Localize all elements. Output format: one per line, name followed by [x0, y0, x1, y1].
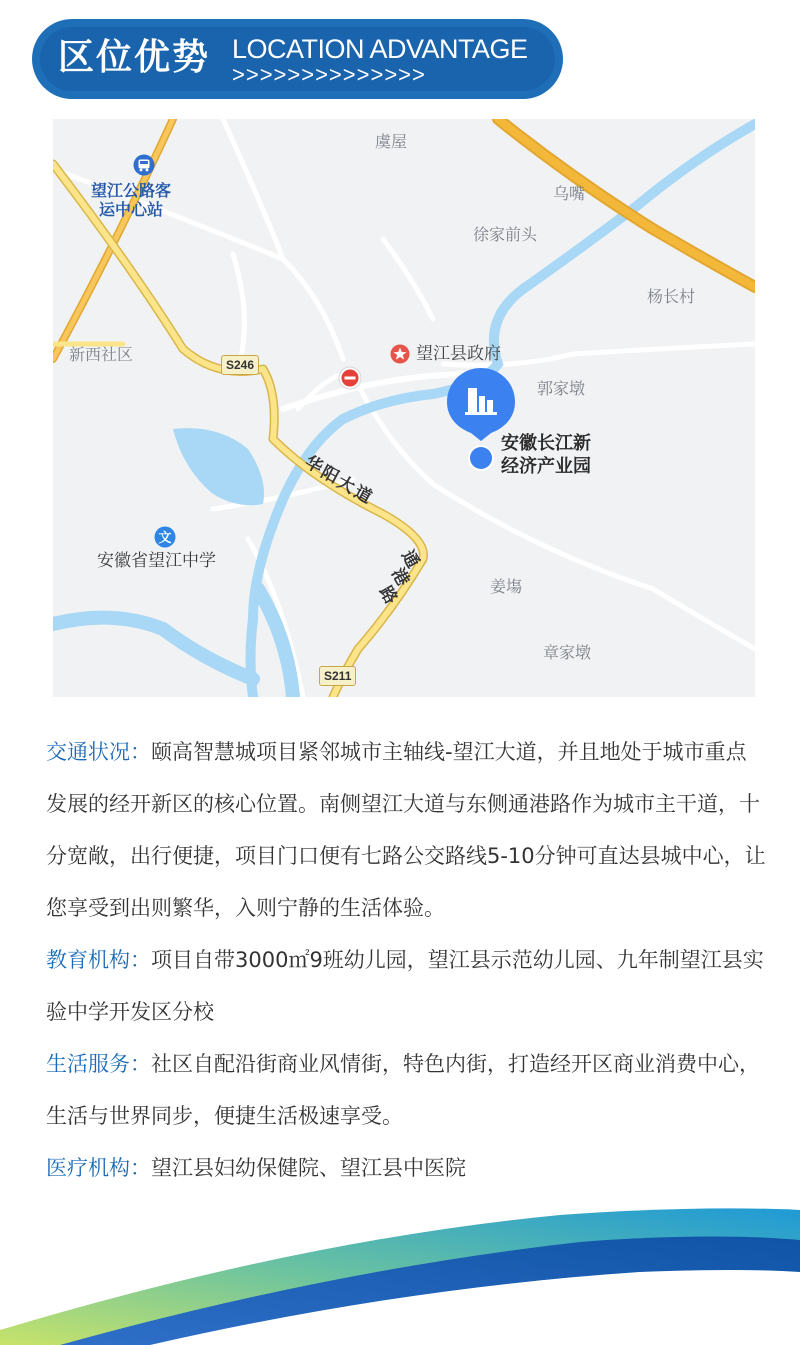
bus-station-label: 望江公路客 运中心站: [91, 181, 172, 220]
education-section: [46, 934, 766, 1038]
section-text: 项目自带3000㎡9班幼儿园，望江县示范幼儿园、九年制望江县实验中学开发区分校: [46, 948, 764, 1024]
traffic-section: [46, 726, 766, 934]
river-channel: [53, 618, 253, 679]
section-key: 交通状况：: [46, 740, 151, 764]
target-label: 安徽长江新 经济产业园: [501, 433, 591, 477]
life-service-section: [46, 1038, 766, 1142]
decorative-wave: [0, 1180, 800, 1345]
minor-road: [233, 254, 244, 369]
section-text: 社区自配沿街商业风情街，特色内街，打造经开区商业消费中心，生活与世界同步，便捷生活极速享受。: [46, 1052, 760, 1128]
place-label: 徐家前头: [473, 225, 538, 244]
place-label: 乌嘴: [553, 184, 586, 203]
school-icon[interactable]: [154, 526, 176, 548]
description-content: [46, 726, 766, 1194]
road-name-char: 道: [350, 482, 375, 508]
section-title-en: LOCATION ADVANTAGE: [232, 34, 528, 64]
expressways: [53, 119, 755, 359]
road-name-char: 通: [397, 546, 423, 572]
road-name-char: 华: [301, 452, 326, 478]
lake: [173, 428, 264, 505]
place-label: 郭家墩: [537, 379, 586, 398]
road-name-char: 路: [375, 582, 401, 608]
bus-icon[interactable]: [133, 154, 155, 176]
place-label: 杨长村: [647, 287, 696, 306]
no-entry-icon: [338, 366, 362, 390]
school-label: 安徽省望江中学: [97, 551, 216, 571]
road-shield-s246: S246: [221, 355, 259, 375]
place-label: 新西社区: [69, 345, 134, 364]
section-title-cn: 区位优势: [58, 37, 211, 78]
road-name-char: 港: [387, 564, 413, 590]
road-name-char: 大: [333, 472, 358, 498]
location-map[interactable]: [53, 119, 755, 697]
place-label: 虞屋: [375, 132, 408, 151]
star-icon[interactable]: [390, 344, 410, 364]
government-label: 望江县政府: [416, 344, 501, 364]
place-label: 章家墩: [543, 643, 592, 662]
arrow-decoration: >>>>>>>>>>>>>>: [232, 62, 426, 87]
section-text: 望江县妇幼保健院、望江县中医院: [151, 1156, 466, 1180]
minor-road: [383, 239, 433, 319]
section-key: 教育机构：: [46, 948, 151, 972]
road-name-char: 阳: [317, 462, 342, 488]
section-key: 生活服务：: [46, 1052, 151, 1076]
minor-road: [350, 374, 755, 649]
place-label: 姜塲: [490, 577, 523, 596]
road-shield-s211: S211: [319, 666, 356, 686]
section-text: 颐高智慧城项目紧邻城市主轴线-望江大道，并且地处于城市重点发展的经开新区的核心位置。南侧望江大道与东侧通港路作为城市主干道，十分宽敞，出行便捷，项目门口便有七路公交路线5-10分钟可直达县城中心，让您享受到出则繁华，入则宁静的生活体验。: [46, 740, 766, 920]
section-key: 医疗机构：: [46, 1156, 151, 1180]
svg-text:文: 文: [158, 531, 172, 546]
